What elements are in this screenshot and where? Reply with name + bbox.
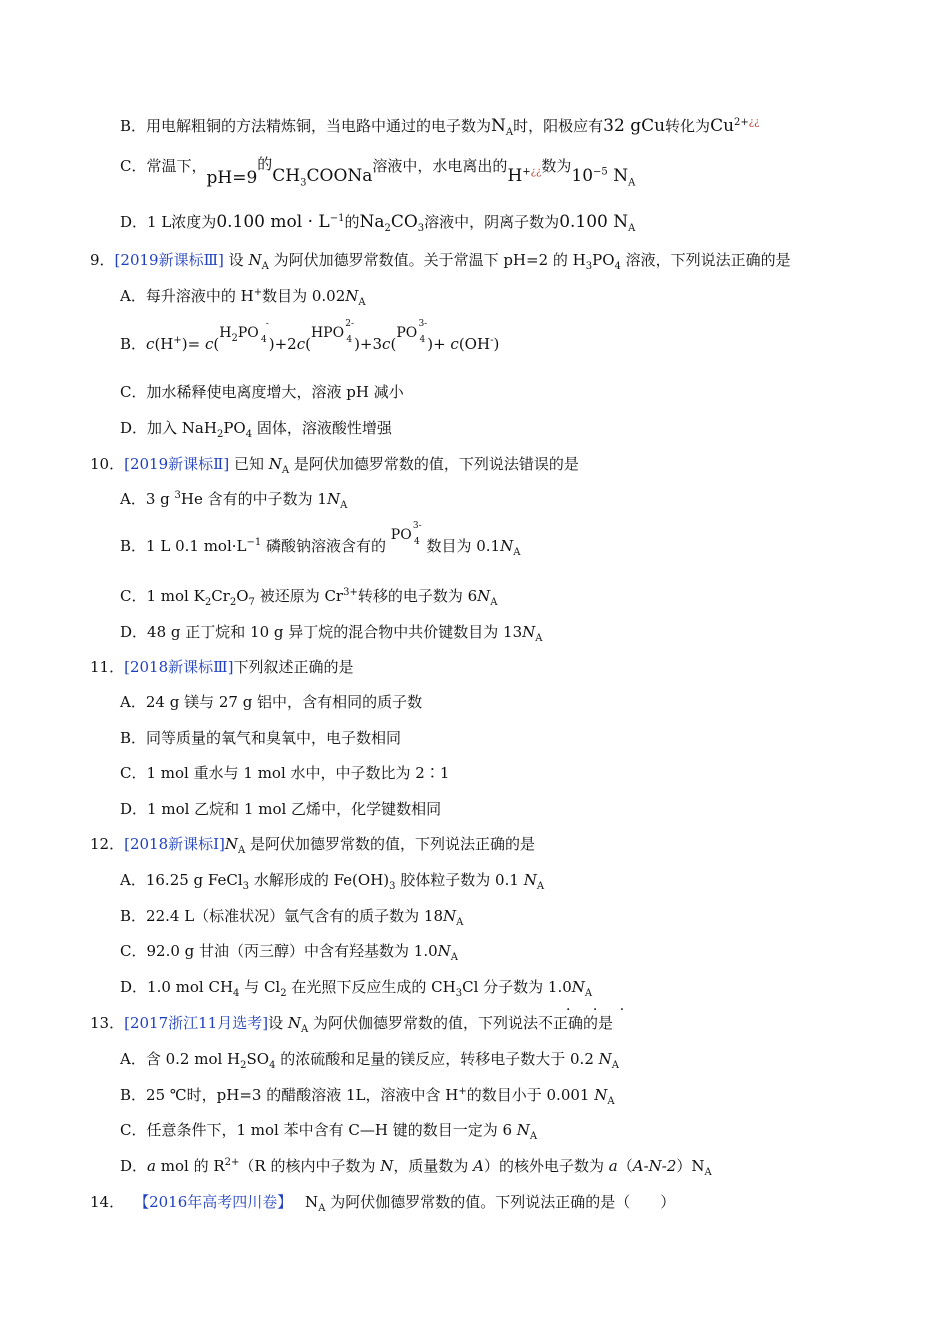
q12-option-d: D．1.0 mol $CH_4$ 与 $Cl_2$ 在光照下反应生成的 $CH_3Cl$ 分子数为 $1.0N_A$ [120, 978, 593, 999]
q9-ion-po4: PO 3- 4 [396, 319, 428, 345]
q13-option-d: D．a mol 的 $R^{2+}(R$ 的核内中子数为 N，质量数为 A）的核外电子数为 $a(A-N-2)N_A$ [120, 1157, 712, 1178]
q11-option-b: B．同等质量的氧气和臭氧中，电子数相同 [120, 729, 402, 747]
q8-option-b: B．用电解粗铜的方法精炼铜，当电路中通过的电子数为$N_A$时，阳极应有32 gCu转化为$Cu^{2+¿¿}$ [120, 116, 760, 138]
q11-option-a: A．24 g 镁与 27 g 铝中，含有相同的质子数 [120, 693, 423, 711]
q11-option-d: D．1 mol 乙烷和 1 mol 乙烯中，化学键数相同 [120, 800, 442, 818]
q12-option-b: B．22.4 L（标准状况）氩气含有的质子数为 $18N_A$ [120, 907, 464, 928]
q9-option-d: D．加入 $NaH_2PO_4$ 固体，溶液酸性增强 [120, 419, 392, 440]
q8-option-c: C．常温下，pH=9的$CH_3COONa$溶液中，水电离出的H+¿¿数为$10^{-5}$ $N_A$ [120, 155, 636, 189]
q14-source: 【2016年高考四川卷】 [134, 1193, 293, 1211]
q13-option-a: A．含 0.2 mol $H_2SO_4$ 的浓硫酸和足量的镁反应，转移电子数大于 0.2 $N_A$ [120, 1050, 619, 1071]
q10-option-b: B．1 L 0.1 $mol\cdot L^{-1}$ 磷酸钠溶液含有的 PO 3- 4 数目为 $0.1N_A$ [120, 521, 521, 558]
q12-option-a: A．16.25 g FeCl$_3$ 水解形成的 $Fe(OH)_3$ 胶体粒子数为 0.1 $N_A$ [120, 871, 545, 892]
q13-option-c: C．任意条件下，1 mol 苯中含有 C—H 键的数目一定为 6 $N_A$ [120, 1121, 538, 1142]
q10-source: [2019新课标Ⅱ] [124, 455, 230, 473]
q12-source: [2018新课标Ⅰ] [124, 835, 225, 853]
q9-option-a: A．每升溶液中的 H+数目为 $0.02N_A$ [120, 287, 366, 308]
q8-option-d: D．1 L浓度为0.100 mol · $L^{-1}$的$Na_2CO_3$溶液中，阴离子数为0.100 $N_A$ [120, 212, 636, 234]
q11-option-c: C．1 mol 重水与 1 mol 水中，中子数比为 2∶1 [120, 764, 450, 782]
q9-ion-hpo4: HPO 2- 4 [310, 319, 355, 345]
q13-stem: 13．[2017浙江11月选考]设 $N_A$ 为阿伏伽德罗常数的值，下列说法不正确的是 [90, 1014, 614, 1035]
q11-source: [2018新课标Ⅲ] [124, 658, 234, 676]
q9-ion-h2po4: $H_2PO$ - 4 [219, 319, 269, 345]
q10-ion-po4: PO 3- 4 [390, 521, 422, 547]
q9-option-c: C．加水稀释使电离度增大，溶液 pH 减小 [120, 383, 404, 401]
q13-source: [2017浙江11月选考] [124, 1014, 269, 1032]
q9-option-b: B．$c(H^+)= c(H_2PO$ - 4 )+2c(HPO 2- 4 )+3c(PO 3- 4 )+ c(OH-) [120, 319, 500, 353]
q13-emphasis: 不正确 [537, 1014, 583, 1032]
q9-stem: 9．[2019新课标Ⅲ] 设 $N_A$ 为阿伏加德罗常数值。关于常温下 pH=2 的 $H_3PO_4$ 溶液，下列说法正确的是 [90, 251, 791, 272]
q12-option-c: C．92.0 g 甘油（丙三醇）中含有羟基数为 $1.0N_A$ [120, 942, 459, 963]
emphasis-dots: · · · [566, 1002, 634, 1018]
q12-stem: 12．[2018新课标$Ⅰ]N_A$ 是阿伏加德罗常数的值，下列说法正确的是 [90, 835, 536, 856]
q10-option-d: D．48 g 正丁烷和 10 g 异丁烷的混合物中共价键数目为 $13N_A$ [120, 623, 543, 644]
q13-option-b: B．25 ℃时，pH=3 的醋酸溶液 1L，溶液中含 H+的数目小于 0.001 $N_A$ [120, 1086, 615, 1107]
q9-source: [2019新课标Ⅲ] [114, 251, 224, 269]
q11-stem: 11．[2018新课标Ⅲ]下列叙述正确的是 [90, 658, 354, 676]
q10-stem: 10．[2019新课标Ⅱ] 已知 $N_A$ 是阿伏加德罗常数的值，下列说法错误的是 [90, 455, 579, 476]
q14-stem: 14． 【2016年高考四川卷】 $N_A$ 为阿伏伽德罗常数的值。下列说法正确的是（ ） [90, 1193, 676, 1214]
q10-option-c: C．1 mol $K_2Cr_2O_7$ 被还原为 $Cr^{3+}$转移的电子数为 $6N_A$ [120, 587, 498, 608]
q10-option-a: A．3 g $^3$He 含有的中子数为 $1N_A$ [120, 490, 348, 511]
